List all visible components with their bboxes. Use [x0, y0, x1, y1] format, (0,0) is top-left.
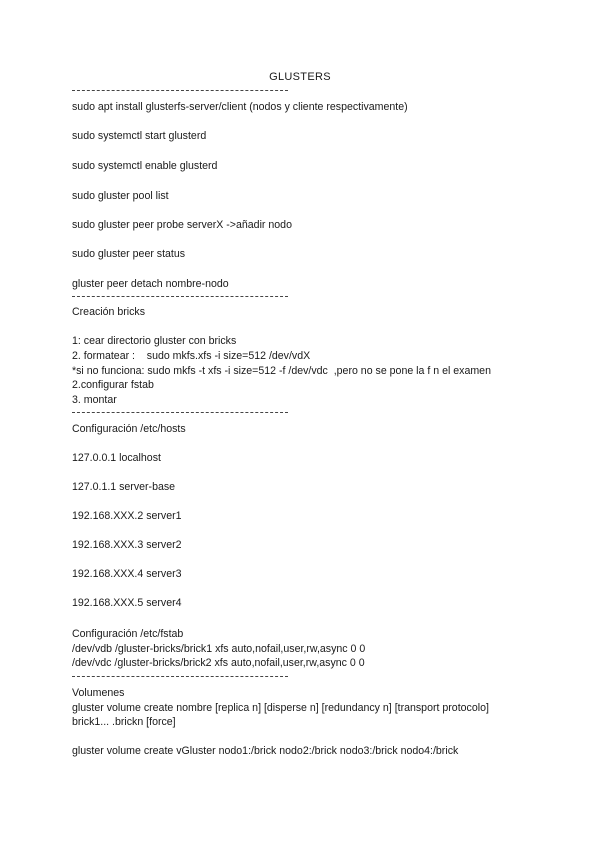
hosts-entry: 192.168.XXX.2 server1 [72, 510, 182, 522]
bricks-step-2: 2. formatear : sudo mkfs.xfs -i size=512 /dev/vdX [72, 350, 311, 362]
separator-line [72, 90, 288, 91]
bricks-heading: Creación bricks [72, 306, 146, 318]
separator-line [72, 412, 288, 413]
volumes-heading: Volumenes [72, 687, 125, 699]
fstab-heading: Configuración /etc/fstab [72, 628, 184, 640]
hosts-heading: Configuración /etc/hosts [72, 423, 186, 435]
separator-line [72, 676, 288, 677]
install-command: sudo apt install glusterfs-server/client (nodos y cliente respectivamente) [72, 101, 408, 113]
bricks-step-2b: 2.configurar fstab [72, 379, 154, 391]
document-title: GLUSTERS [269, 71, 331, 83]
fstab-line: /dev/vdc /gluster-bricks/brick2 xfs auto,nofail,user,rw,async 0 0 [72, 657, 365, 669]
separator-line [72, 296, 288, 297]
pool-list-command: sudo gluster pool list [72, 190, 169, 202]
bricks-step-1: 1: cear directorio gluster con bricks [72, 335, 237, 347]
hosts-entry: 192.168.XXX.3 server2 [72, 539, 182, 551]
bricks-note: *si no funciona: sudo mkfs -t xfs -i size=512 -f /dev/vdc ,pero no se pone la f n el examen [72, 365, 491, 377]
hosts-entry: 192.168.XXX.4 server3 [72, 568, 182, 580]
volume-create-example: gluster volume create vGluster nodo1:/brick nodo2:/brick nodo3:/brick nodo4:/brick [72, 745, 459, 757]
peer-probe-command: sudo gluster peer probe serverX ->añadir nodo [72, 219, 292, 231]
bricks-step-3: 3. montar [72, 394, 117, 406]
hosts-entry: 192.168.XXX.5 server4 [72, 597, 182, 609]
start-command: sudo systemctl start glusterd [72, 130, 207, 142]
peer-detach-command: gluster peer detach nombre-nodo [72, 278, 229, 290]
volume-create-syntax: gluster volume create nombre [replica n] [disperse n] [redundancy n] [transport protocolo] [72, 702, 489, 714]
peer-status-command: sudo gluster peer status [72, 248, 186, 260]
hosts-entry: 127.0.0.1 localhost [72, 452, 161, 464]
volume-create-syntax-cont: brick1... .brickn [force] [72, 716, 176, 728]
enable-command: sudo systemctl enable glusterd [72, 160, 218, 172]
fstab-line: /dev/vdb /gluster-bricks/brick1 xfs auto,nofail,user,rw,async 0 0 [72, 643, 366, 655]
hosts-entry: 127.0.1.1 server-base [72, 481, 176, 493]
